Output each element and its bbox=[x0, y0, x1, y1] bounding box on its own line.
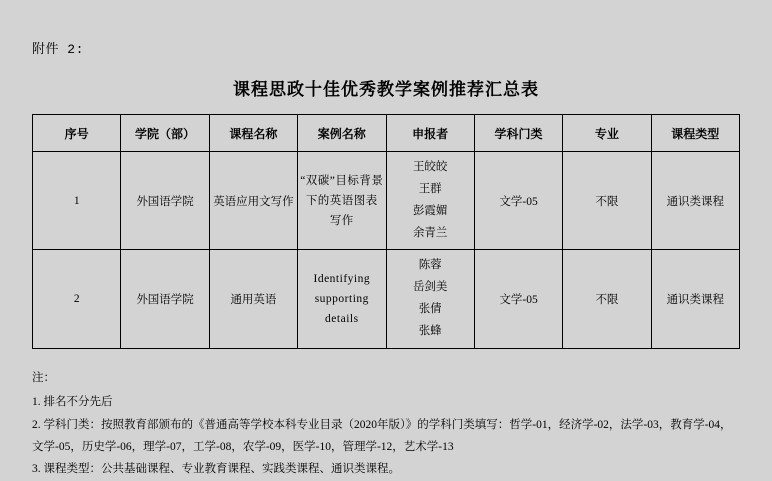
cell-course: 英语应用文写作 bbox=[209, 152, 297, 250]
cell-major: 不限 bbox=[563, 250, 651, 348]
applicant-name: 王群 bbox=[418, 182, 442, 195]
cell-discipline: 文学-05 bbox=[474, 152, 562, 250]
applicant-name: 彭霞媚 bbox=[412, 204, 448, 217]
note-item-3: 3. 课程类型：公共基础课程、专业教育课程、实践类课程、通识类课程。 bbox=[32, 463, 400, 476]
cell-course-type: 通识类课程 bbox=[651, 250, 739, 348]
cell-college: 外国语学院 bbox=[121, 152, 209, 250]
notes-section bbox=[32, 367, 740, 481]
column-header-case: 案例名称 bbox=[298, 115, 386, 152]
recommendation-table bbox=[32, 114, 740, 349]
note-item-1: 1. 排名不分先后 bbox=[32, 396, 113, 409]
cell-course: 通用英语 bbox=[209, 250, 297, 348]
table-row bbox=[33, 250, 740, 348]
cell-seq: 2 bbox=[33, 250, 121, 348]
cell-discipline: 文学-05 bbox=[474, 250, 562, 348]
cell-case: “双碳”目标背景下的英语图表写作 bbox=[298, 152, 386, 250]
column-header-course: 课程名称 bbox=[209, 115, 297, 152]
notes-heading: 注： bbox=[32, 371, 55, 384]
attachment-label: 附件 2: bbox=[32, 42, 84, 57]
column-header-applicant: 申报者 bbox=[386, 115, 474, 152]
cell-applicant bbox=[386, 250, 474, 348]
cell-course-type: 通识类课程 bbox=[651, 152, 739, 250]
applicant-name: 王皎皎 bbox=[412, 161, 448, 173]
cell-major: 不限 bbox=[563, 152, 651, 250]
cell-seq: 1 bbox=[33, 152, 121, 250]
column-header-college: 学院（部） bbox=[121, 115, 209, 152]
applicant-name: 张蜂 bbox=[418, 324, 442, 337]
page-title: 课程思政十佳优秀教学案例推荐汇总表 bbox=[233, 80, 539, 99]
column-header-major: 专业 bbox=[563, 115, 651, 152]
column-header-course-type: 课程类型 bbox=[651, 115, 739, 152]
table-header-row bbox=[33, 115, 740, 152]
cell-case: Identifying supporting details bbox=[298, 250, 386, 348]
note-item-2: 2. 学科门类：按照教育部颁布的《普通高等学校本科专业目录（2020年版）》的学科门类填写：哲学-01，经济学-02，法学-03，教育学-04，文学-05，历史学-06，理学-07，工学-08，农学-09，医学-10，管理学-12，艺术学-13 bbox=[32, 418, 732, 454]
applicant-name: 张倩 bbox=[418, 303, 442, 316]
applicant-name: 陈蓉 bbox=[418, 259, 442, 272]
applicant-list bbox=[389, 255, 472, 342]
cell-applicant bbox=[386, 152, 474, 250]
applicant-name: 余青兰 bbox=[412, 226, 448, 239]
applicant-name: 岳剑美 bbox=[412, 281, 448, 294]
table-row bbox=[33, 152, 740, 250]
cell-college: 外国语学院 bbox=[121, 250, 209, 348]
column-header-discipline: 学科门类 bbox=[474, 115, 562, 152]
column-header-seq: 序号 bbox=[33, 115, 121, 152]
applicant-list bbox=[389, 157, 472, 244]
